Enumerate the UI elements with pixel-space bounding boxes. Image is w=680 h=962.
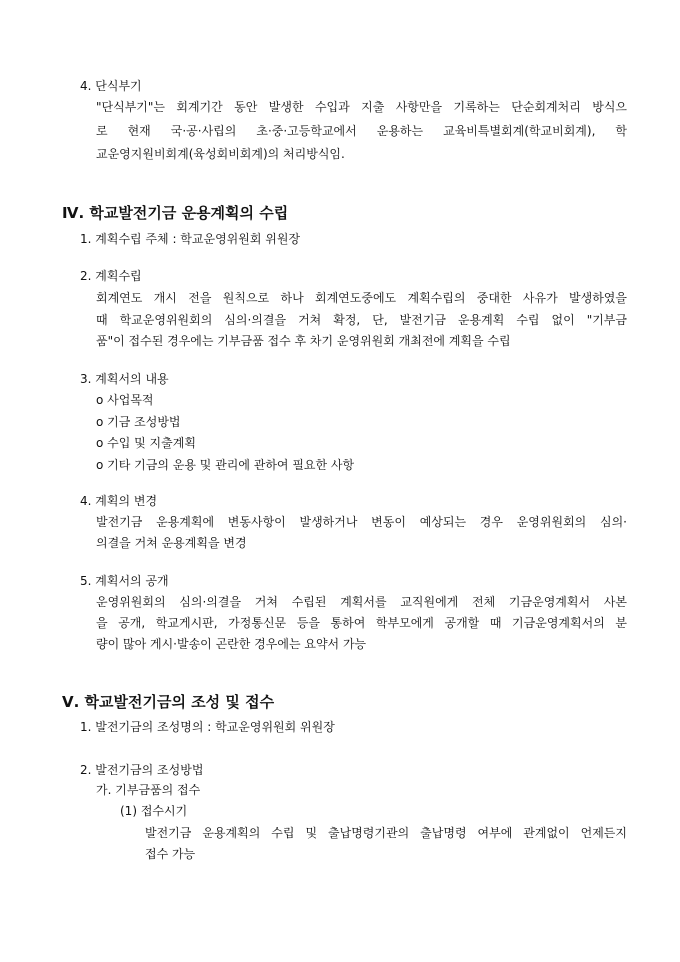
item-4-line-3: 교운영지원비회계(육성회비회계)의 처리방식임. — [96, 147, 345, 161]
section-iv-item-5-line-3: 량이 많아 게시·발송이 곤란한 경우에는 요약서 가능 — [96, 637, 367, 651]
section-iv-item-2-line-2: 때 학교운영위원회의 심의·의결을 거쳐 확정, 단, 발전기금 운용계획 수립 없이 "기부금 — [96, 313, 627, 327]
section-iv-item-3-bullet: o 기금 조성방법 — [96, 415, 181, 429]
item-4-line-2: 로 현재 국·공·사립의 초·중·고등학교에서 운용하는 교육비특별회계(학교비회계), 학 — [96, 124, 627, 138]
section-iv-item-4-title: 4. 계획의 변경 — [80, 494, 158, 508]
section-iv-item-3-bullet: o 사업목적 — [96, 393, 154, 407]
section-iv-item-5-line-1: 운영위원회의 심의·의결을 거쳐 수립된 계획서를 교직원에게 전체 기금운영계획서 사본 — [96, 595, 627, 609]
section-iv-item-3-bullet: o 수입 및 지출계획 — [96, 436, 196, 450]
section-iv-heading: Ⅳ. 학교발전기금 운용계획의 수립 — [62, 204, 289, 222]
section-v-item-1: 1. 발전기금의 조성명의 : 학교운영위원회 위원장 — [80, 720, 335, 734]
section-iv-item-5-line-2: 을 공개, 학교게시판, 가정통신문 등을 통하여 학부모에게 공개할 때 기금운영계획서의 분 — [96, 616, 627, 630]
section-iv-item-1: 1. 계획수립 주체 : 학교운영위원회 위원장 — [80, 232, 301, 246]
section-iv-item-2-line-1: 회계연도 개시 전을 원칙으로 하나 회계연도중에도 계획수립의 중대한 사유가 발생하였을 — [96, 291, 627, 305]
section-v-item-2-title: 2. 발전기금의 조성방법 — [80, 763, 204, 777]
item-4-title: 4. 단식부기 — [80, 79, 142, 93]
section-iv-item-5-title: 5. 계획서의 공개 — [80, 574, 169, 588]
section-v-subitem-1-line-2: 접수 가능 — [145, 847, 196, 861]
section-iv-item-3-bullet: o 기타 기금의 운용 및 관리에 관하여 필요한 사항 — [96, 458, 355, 472]
section-iv-item-2-title: 2. 계획수립 — [80, 269, 142, 283]
section-v-heading: Ⅴ. 학교발전기금의 조성 및 접수 — [62, 693, 275, 711]
section-v-subitem-1-line-1: 발전기금 운용계획의 수립 및 출납명령기관의 출납명령 여부에 관계없이 언제든지 — [145, 826, 627, 840]
section-iv-item-2-line-3: 품"이 접수된 경우에는 기부금품 접수 후 차기 운영위원회 개최전에 계획을 수립 — [96, 334, 511, 348]
section-iv-item-4-line-1: 발전기금 운용계획에 변동사항이 발생하거나 변동이 예상되는 경우 운영위원회의 심의· — [96, 515, 627, 529]
section-v-subitem-1: (1) 접수시기 — [120, 804, 188, 818]
section-iv-item-3-title: 3. 계획서의 내용 — [80, 372, 169, 386]
section-v-subitem-ga: 가. 기부금품의 접수 — [96, 783, 201, 797]
item-4-line-1: "단식부기"는 회계기간 동안 발생한 수입과 지출 사항만을 기록하는 단순회계처리 방식으 — [96, 100, 627, 114]
section-iv-item-4-line-2: 의결을 거쳐 운용계획을 변경 — [96, 536, 247, 550]
